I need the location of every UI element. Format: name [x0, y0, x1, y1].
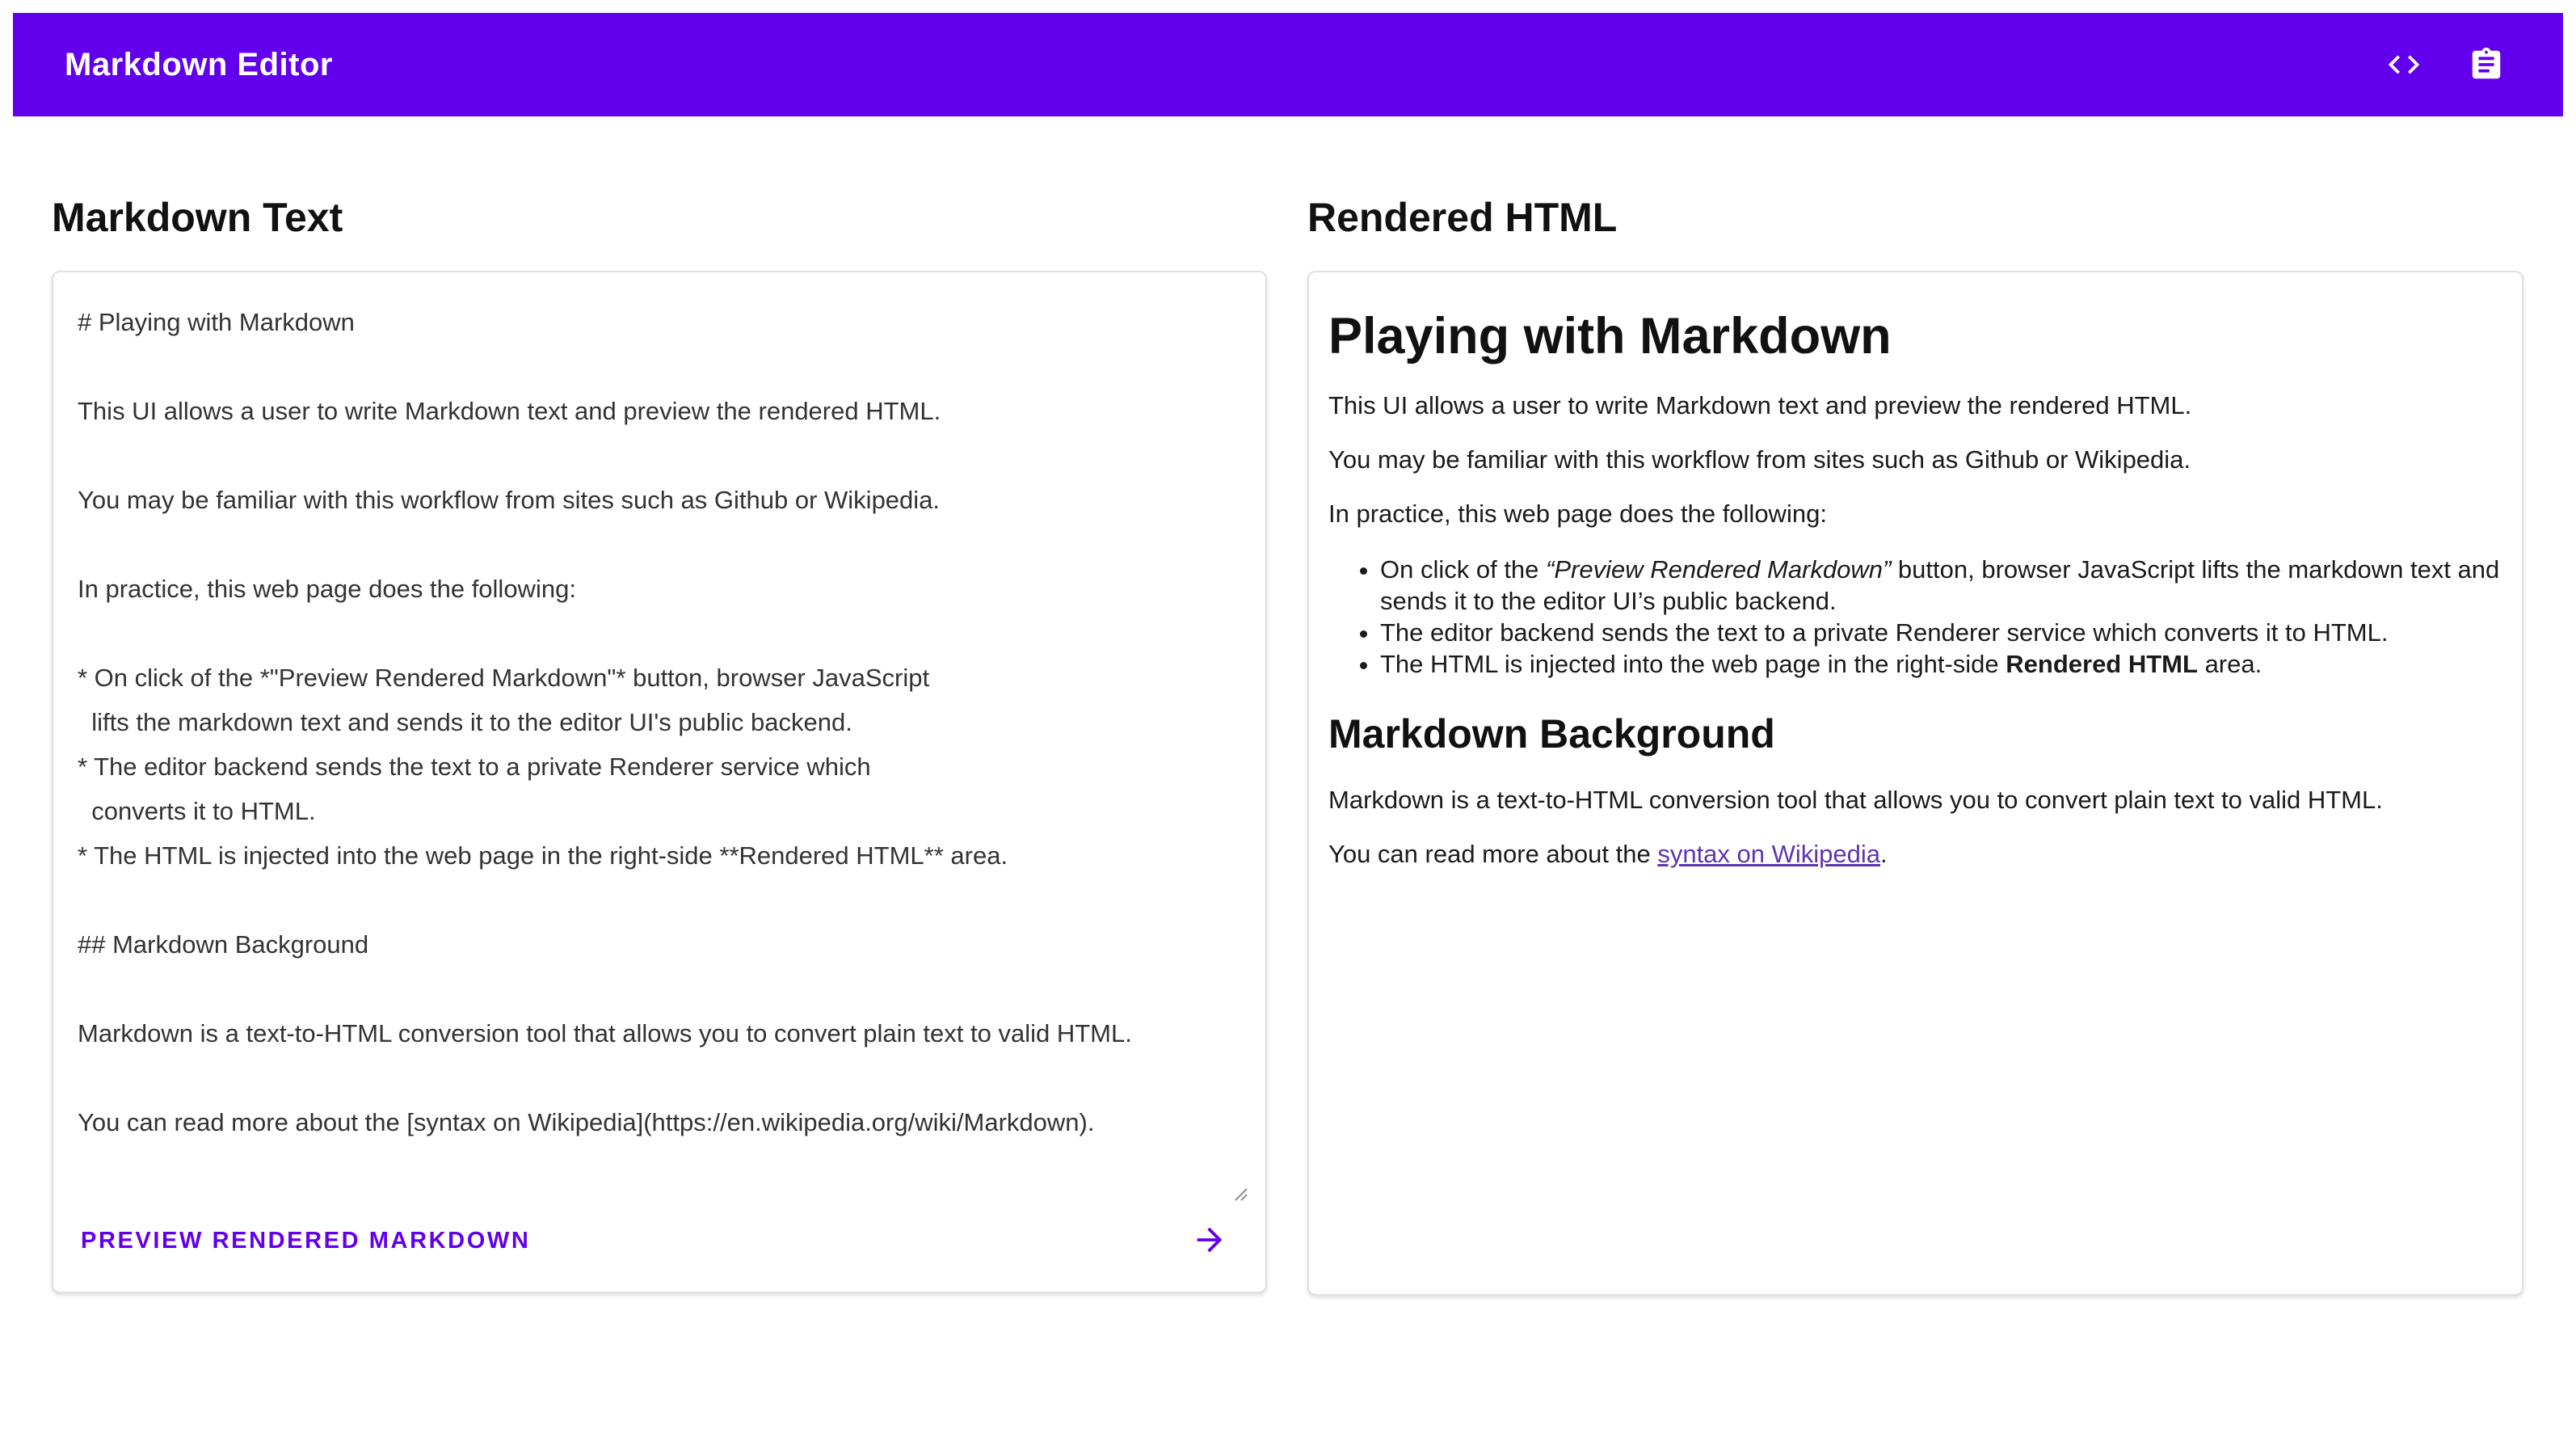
list-item: • The HTML is injected into the web page in the right-side Rendered HTML area.: [1380, 648, 2502, 680]
rendered-html-panel: [1307, 194, 2523, 1296]
main-content: [52, 194, 2523, 1296]
rendered-html-card: [1307, 271, 2523, 1296]
rendered-paragraph: Markdown is a text-to-HTML conversion tool that allows you to convert plain text to valid HTML.: [1328, 786, 2383, 814]
list-item: • On click of the “Preview Rendered Markdown” button, browser JavaScript lifts the markdown text and sends it to the editor UI’s public backend.: [1380, 554, 2502, 617]
preview-button-label: PREVIEW RENDERED MARKDOWN: [81, 1228, 531, 1254]
rendered-paragraph: You may be familiar with this workflow from sites such as Github or Wikipedia.: [1328, 445, 2191, 474]
preview-panel-heading: Rendered HTML: [1307, 195, 1618, 240]
markdown-editor-panel: [52, 194, 1267, 1296]
editor-card: [52, 271, 1267, 1293]
preview-rendered-markdown-button[interactable]: [65, 1213, 1254, 1280]
editor-panel-heading: Markdown Text: [52, 195, 343, 240]
code-icon: [2385, 46, 2422, 83]
rendered-h1: Playing with Markdown: [1328, 308, 1892, 365]
resize-handle[interactable]: [1230, 1183, 1248, 1205]
arrow-forward-icon: [1191, 1221, 1228, 1261]
app-bar: [13, 13, 2563, 116]
rendered-paragraph: This UI allows a user to write Markdown text and preview the rendered HTML.: [1328, 391, 2192, 419]
rendered-list: [1328, 554, 2502, 680]
view-source-button[interactable]: [2385, 46, 2422, 83]
clipboard-icon: [2468, 46, 2505, 83]
markdown-input[interactable]: [65, 284, 1254, 1213]
rendered-paragraph: You can read more about the syntax on Wikipedia.: [1328, 840, 1888, 868]
app-title: Markdown Editor: [65, 46, 333, 82]
wikipedia-link[interactable]: syntax on Wikipedia: [1657, 840, 1881, 868]
list-item: • The editor backend sends the text to a private Renderer service which converts it to HTML.: [1380, 617, 2502, 648]
rendered-h2: Markdown Background: [1328, 711, 1775, 757]
clipboard-button[interactable]: [2468, 46, 2505, 83]
textarea-wrapper: [65, 284, 1254, 1213]
rendered-paragraph: In practice, this web page does the following:: [1328, 500, 1827, 528]
